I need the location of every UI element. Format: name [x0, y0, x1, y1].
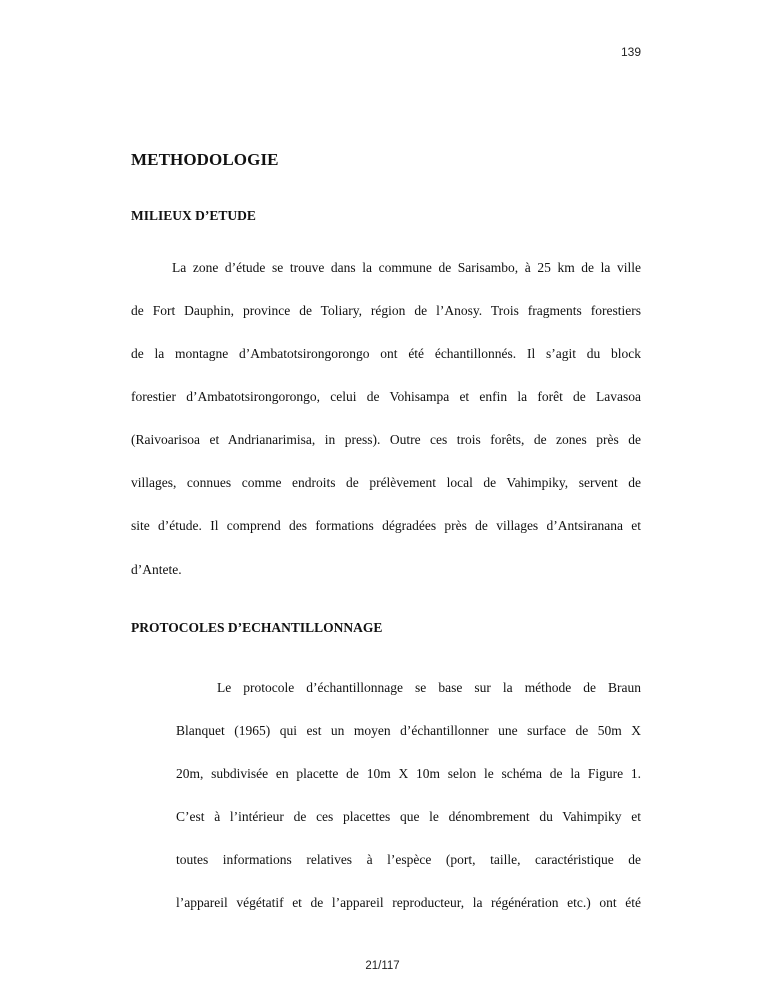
- text-line: La zone d’étude se trouve dans la commune de Sarisambo, à 25 km de la ville: [172, 260, 641, 275]
- text-line: l’appareil végétatif et de l’appareil reproducteur, la régénération etc.) ont été: [176, 895, 641, 910]
- text-line: villages, connues comme endroits de prélèvement local de Vahimpiky, servent de: [131, 475, 641, 490]
- heading-milieux-etude: MILIEUX D’ETUDE: [131, 208, 256, 223]
- page-number: 139: [620, 45, 641, 59]
- text-line: de Fort Dauphin, province de Toliary, région de l’Anosy. Trois fragments forestiers: [131, 303, 641, 318]
- page-footer-counter: 21/117: [365, 960, 400, 972]
- text-line: d’Antete.: [131, 562, 182, 577]
- text-line: forestier d’Ambatotsirongorongo, celui de Vohisampa et enfin la forêt de Lavasoa: [131, 389, 641, 404]
- heading-protocoles: PROTOCOLES D’ECHANTILLONNAGE: [131, 620, 383, 635]
- text-line: site d’étude. Il comprend des formations dégradées près de villages d’Antsiranana et: [131, 518, 641, 533]
- text-line: (Raivoarisoa et Andrianarimisa, in press). Outre ces trois forêts, de zones près de: [131, 432, 641, 447]
- text-line: toutes informations relatives à l’espèce (port, taille, caractéristique de: [176, 852, 641, 867]
- text-line: de la montagne d’Ambatotsirongorongo ont été échantillonnés. Il s’agit du block: [131, 346, 641, 361]
- text-line: C’est à l’intérieur de ces placettes que le dénombrement du Vahimpiky et: [176, 809, 641, 824]
- text-line: Le protocole d’échantillonnage se base sur la méthode de Braun: [217, 680, 641, 695]
- text-line: 20m, subdivisée en placette de 10m X 10m selon le schéma de la Figure 1.: [176, 766, 641, 781]
- text-line: Blanquet (1965) qui est un moyen d’échantillonner une surface de 50m X: [176, 723, 641, 738]
- section-title-methodologie: METHODOLOGIE: [131, 150, 279, 169]
